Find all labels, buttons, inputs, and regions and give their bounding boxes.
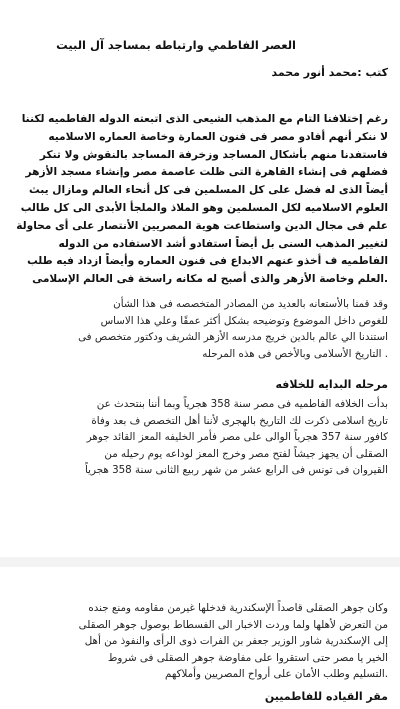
paragraph-line: فاستفدنا منهم بأشكال المساجد وزخرفة المساجد بالنقوش ولا تنكر	[39, 148, 388, 161]
paragraph-line: لتغيير المذهب السنى بل أيضاً استفادو أشد الاستفاده من الدوله	[58, 237, 388, 250]
paragraph-line: أيضاً الذى له فضل على كل المسلمين فى كل أنحاء العالم ومازال يبث	[29, 184, 388, 197]
paragraph-line: وكان جوهر الصقلى قاصداً الإسكندرية فدخلها غيرمن مقاومه ومنع جنده	[88, 602, 388, 614]
paragraph-line: .العلم وخاصة الأزهر والذى أصبح له مكانه راسخة فى العالم الإسلامى	[32, 273, 388, 286]
paragraph-line: القيروان فى تونس فى الرابع عشر من شهر ربيع الثانى سنة 358 هجرياً	[85, 464, 388, 476]
paragraph-line: وقد قمنا بالأستعانه بالعديد من المصادر المتخصصه فى هذا الشأن	[113, 298, 388, 310]
paragraph-line: من التعرض لأهلها ولما وردت الاخبار الى الفسطاط بوصول جوهر الصقلى	[78, 618, 388, 631]
paragraph-line: علم فى مجال الدين واستطاعت هوية المصريين الأنتصار على أى محاولة	[16, 219, 388, 232]
sources-paragraph	[12, 296, 388, 362]
paragraph-line: إلى الإسكندرية شاور الوزير جعفر بن الفرات ذوى الرأى والنفوذ من أهل	[84, 635, 388, 647]
page-separator	[0, 557, 400, 567]
paragraph-line: لا ننكر أنهم أفادو مصر فى فنون العمارة وخاصة العماره الاسلاميه	[48, 130, 388, 143]
author-byline: كتب :محمد أنور محمد	[271, 66, 388, 79]
paragraph-line: الخير يا مصر حتى استقروا على مفاوضة جوهر الصقلى فى شروط	[107, 651, 388, 664]
paragraph-line: الصقلى أن يجهز جيشاً لفتح مصر وخرج المعز لوداعه يوم رحيله من	[104, 447, 388, 460]
paragraph-line: .التسليم وطلب الأمان على أرواح المصريين وأملاكهم	[164, 668, 388, 680]
paragraph-line: العلوم الاسلاميه لكل المسلمين وهو الملاذ والملجأ الأبدى الى كل طالب	[20, 201, 388, 214]
paragraph-line: كافور سنة 357 هجرياً الوالى على مصر فأمر الخليفه المعز القائد جوهر	[86, 431, 388, 443]
section-heading-headquarters: مقر القياده للفاطميين	[264, 690, 388, 703]
paragraph-line: بدأت الخلافه الفاطميه فى مصر سنة 358 هجرياً وبما أننا بنتحدث عن	[96, 398, 388, 410]
paragraph-line: الفاطميه ف أخذو عنهم الابداع فى فنون العماره وأيضاً ازداد فيه طلب	[27, 255, 388, 268]
beginning-paragraph	[12, 396, 388, 479]
intro-paragraph	[12, 111, 388, 289]
paragraph-line: . التاريخ الأسلامى وبالأخص فى هذه المرحله	[202, 347, 388, 360]
alexandria-paragraph	[12, 600, 388, 683]
paragraph-line: رغم إختلافنا التام مع المذهب الشيعى الذى اتبعته الدوله الفاطميه لكننا	[21, 113, 388, 125]
article-title: العصر الفاطمي وارتباطه بمساجد آل البيت	[56, 38, 296, 52]
paragraph-line: فضلهم فى إنشاء القاهرة التى ظلت عاصمة مصر وإنشاء مسجد الأزهر	[25, 166, 388, 179]
paragraph-line: للغوص داخل الموضوع وتوضيحه بشكل أكثر عمقًا وعلي هذا الاساس	[100, 314, 388, 327]
paragraph-line: تاريخ اسلامى ذكرت لك التاريخ بالهجرى لأننا أهل التخصص ف بعد وفاة	[91, 414, 388, 427]
section-heading-beginning: مرحله البدايه للخلافه	[275, 378, 388, 391]
paragraph-line: استندنا الي عالم بالدين خريج مدرسه الأزهر الشريف ودكتور متخصص فى	[78, 331, 388, 343]
